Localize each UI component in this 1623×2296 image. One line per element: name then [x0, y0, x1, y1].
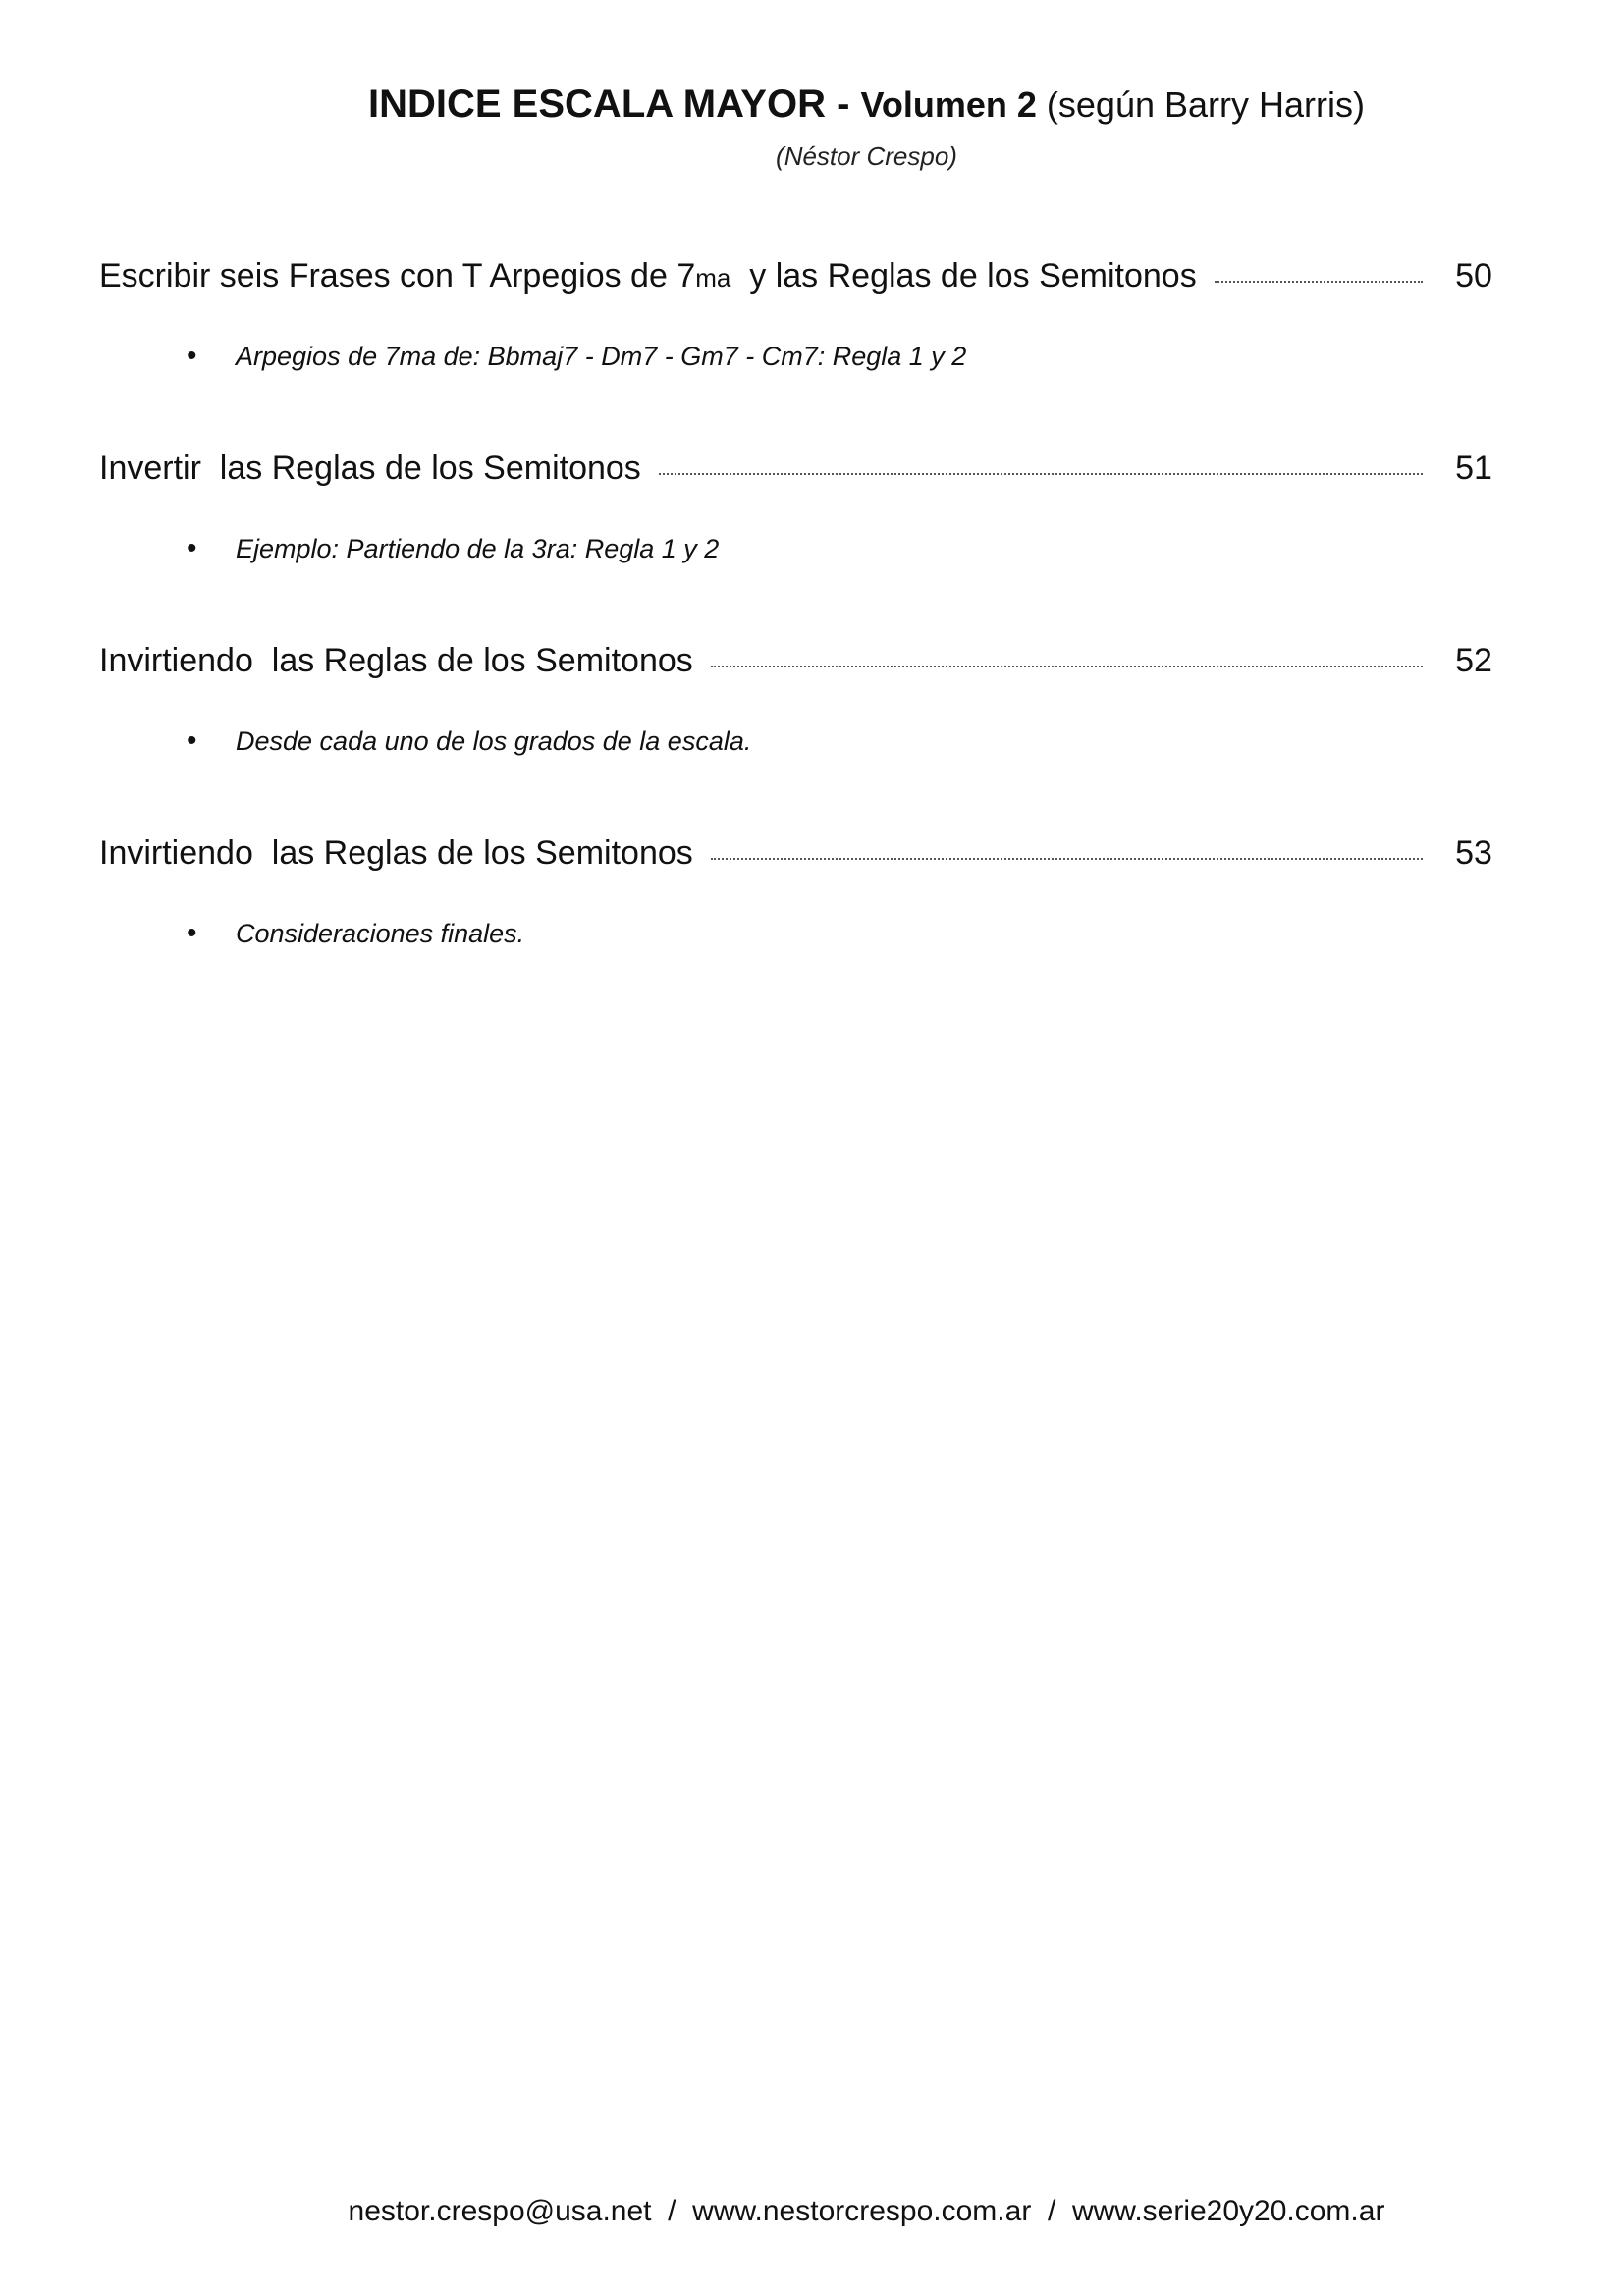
toc-bullet-4	[187, 917, 524, 950]
toc-bullet-2	[187, 532, 719, 565]
toc-entry-4	[99, 834, 1513, 883]
toc-bullet-3	[187, 724, 751, 758]
bullet-icon: •	[187, 340, 197, 372]
toc-bullet-text: Ejemplo: Partiendo de la 3ra: Regla 1 y 2	[236, 534, 720, 563]
toc-entry-label: Invertir las Reglas de los Semitonos	[99, 450, 641, 487]
toc-entry-label-part: y las Reglas de los Semitonos	[730, 257, 1197, 294]
toc-page-number: 51	[1455, 450, 1492, 487]
title-volume: Volumen 2	[860, 84, 1037, 125]
page-footer: nestor.crespo@usa.net / www.nestorcrespo.com.ar / www.serie20y20.com.ar	[348, 2195, 1385, 2227]
toc-entry-label-part: Escribir seis Frases con T Arpegios de 7	[99, 257, 696, 294]
toc-bullet-text: Desde cada uno de los grados de la escala.	[236, 726, 752, 756]
dot-leader	[659, 473, 1423, 475]
title-subtitle: (según Barry Harris)	[1036, 84, 1365, 125]
toc-entry-label: Invirtiendo las Reglas de los Semitonos	[99, 834, 693, 872]
toc-page-number: 52	[1455, 642, 1492, 679]
toc-entry-label	[99, 257, 1197, 295]
toc-entry-3	[99, 642, 1513, 691]
dot-leader	[1215, 281, 1423, 283]
toc-bullet-text: Arpegios de 7ma de: Bbmaj7 - Dm7 - Gm7 - Cm7: Regla 1 y 2	[236, 342, 967, 371]
bullet-icon: •	[187, 532, 197, 564]
toc-entry-2	[99, 450, 1513, 499]
title-main: INDICE ESCALA MAYOR -	[368, 82, 861, 126]
dot-leader	[711, 666, 1423, 667]
toc-entry-1	[99, 257, 1513, 306]
toc-entry-label: Invirtiendo las Reglas de los Semitonos	[99, 642, 693, 679]
dot-leader	[711, 858, 1423, 860]
bullet-icon: •	[187, 724, 197, 757]
author-name: (Néstor Crespo)	[776, 141, 957, 171]
toc-bullet-1	[187, 340, 966, 373]
toc-page-number: 50	[1455, 257, 1492, 294]
document-title	[0, 80, 1623, 128]
toc-page-number: 53	[1455, 834, 1492, 872]
toc-bullet-text: Consideraciones finales.	[236, 919, 525, 948]
bullet-icon: •	[187, 917, 197, 949]
toc-entry-label-ordinal: ma	[695, 263, 731, 293]
